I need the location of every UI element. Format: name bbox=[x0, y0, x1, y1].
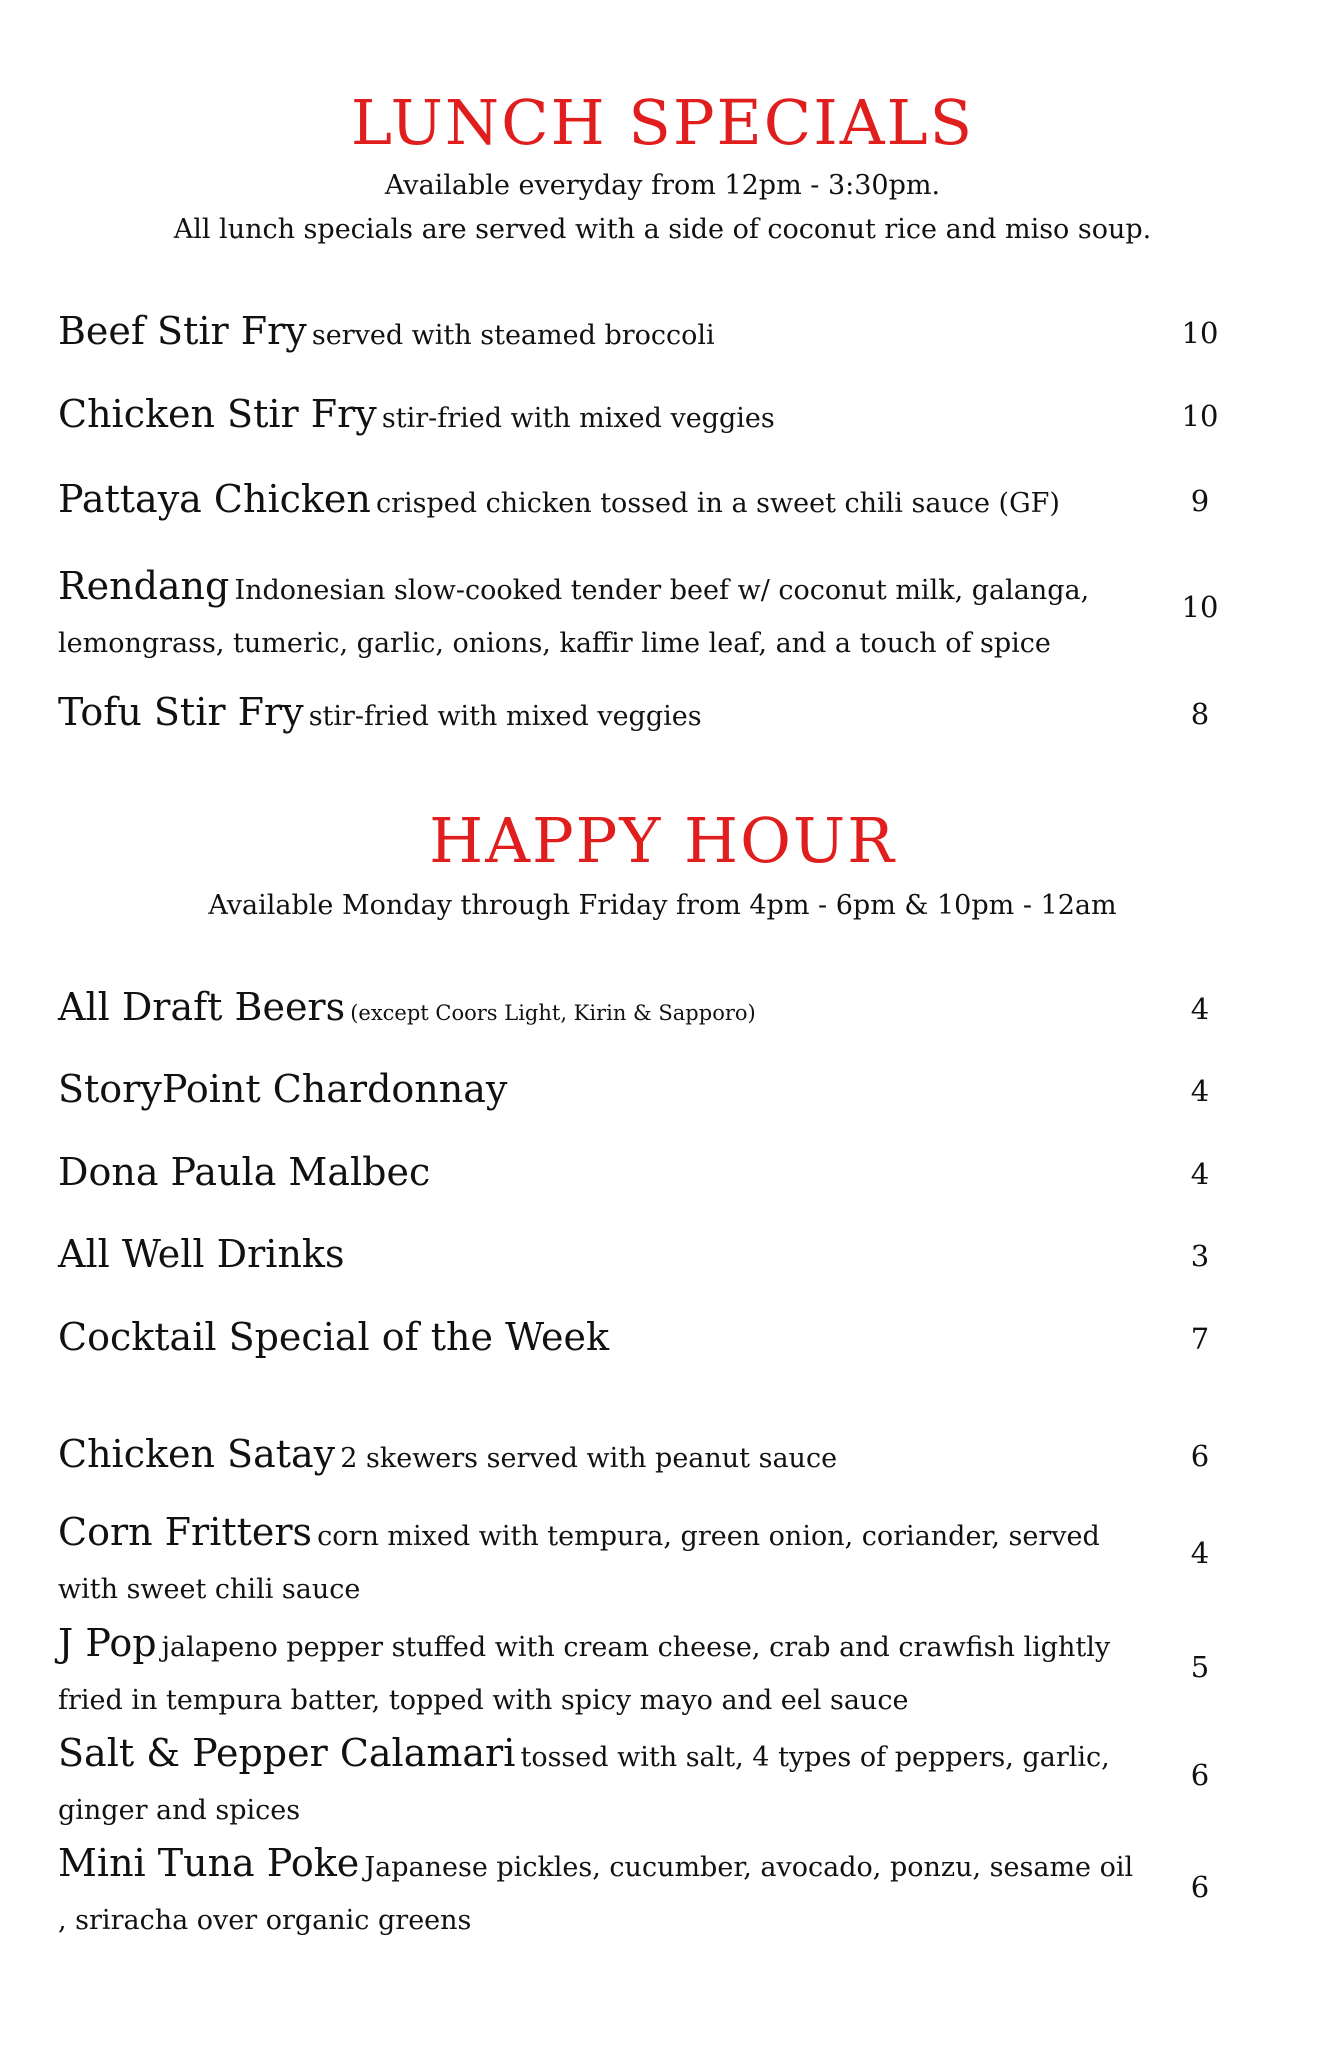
item-description: jalapeno pepper stuffed with cream cheese, crab and crawfish lightly bbox=[161, 1632, 1111, 1663]
item-price: 4 bbox=[1190, 1157, 1210, 1191]
item-description: 2 skewers served with peanut sauce bbox=[340, 1443, 838, 1474]
menu-item-salt-pepper-calamari bbox=[58, 1728, 1183, 1839]
menu-item-cocktail-special bbox=[58, 1312, 1183, 1370]
item-description: tossed with salt, 4 types of peppers, garlic, bbox=[520, 1742, 1110, 1773]
item-description-continued: ginger and spices bbox=[58, 1795, 301, 1826]
item-name: Chicken Satay bbox=[58, 1432, 336, 1476]
item-name: Beef Stir Fry bbox=[58, 309, 307, 353]
happy-hour-times-note: Available Monday through Friday from 4pm - 6pm & 10pm - 12am bbox=[208, 890, 1117, 921]
menu-item-beef-stir-fry bbox=[58, 306, 1183, 364]
menu-item-rendang bbox=[58, 561, 1183, 672]
happy-hour-title: HAPPY HOUR bbox=[429, 804, 896, 877]
item-price: 10 bbox=[1181, 316, 1219, 350]
item-name: Rendang bbox=[58, 564, 230, 608]
item-price: 4 bbox=[1190, 992, 1210, 1026]
menu-item-all-well-drinks bbox=[58, 1229, 1183, 1287]
item-description: stir-fried with mixed veggies bbox=[381, 403, 775, 434]
item-name: Corn Fritters bbox=[58, 1510, 313, 1554]
item-description: served with steamed broccoli bbox=[311, 320, 715, 351]
item-price: 10 bbox=[1181, 399, 1219, 433]
item-description-continued: with sweet chili sauce bbox=[58, 1574, 361, 1605]
lunch-specials-title: LUNCH SPECIALS bbox=[350, 86, 975, 159]
item-description: stir-fried with mixed veggies bbox=[308, 701, 702, 732]
item-name: Salt & Pepper Calamari bbox=[58, 1731, 516, 1775]
item-description-continued: lemongrass, tumeric, garlic, onions, kaffir lime leaf, and a touch of spice bbox=[58, 628, 1051, 659]
item-price: 6 bbox=[1190, 1439, 1210, 1473]
item-price: 4 bbox=[1190, 1536, 1210, 1570]
lunch-hours-note: Available everyday from 12pm - 3:30pm. bbox=[384, 170, 941, 201]
item-price: 9 bbox=[1190, 484, 1210, 518]
item-description: (except Coors Light, Kirin & Sapporo) bbox=[350, 1001, 756, 1025]
menu-item-corn-fritters bbox=[58, 1507, 1183, 1618]
menu-item-j-pop bbox=[58, 1618, 1183, 1729]
item-description-continued: fried in tempura batter, topped with spicy mayo and eel sauce bbox=[58, 1685, 909, 1716]
item-price: 5 bbox=[1190, 1650, 1210, 1684]
menu-item-all-draft-beers bbox=[58, 982, 1183, 1040]
item-description: Indonesian slow-cooked tender beef w/ coconut milk, galanga, bbox=[234, 575, 1090, 606]
item-name: Cocktail Special of the Week bbox=[58, 1315, 610, 1359]
menu-item-chicken-satay bbox=[58, 1429, 1183, 1487]
item-price: 7 bbox=[1190, 1322, 1210, 1356]
item-description: Japanese pickles, cucumber, avocado, ponzu, sesame oil bbox=[364, 1852, 1134, 1883]
menu-item-mini-tuna-poke bbox=[58, 1838, 1183, 1949]
menu-item-storypoint-chardonnay bbox=[58, 1064, 1183, 1122]
item-name: All Well Drinks bbox=[58, 1232, 345, 1276]
menu-item-dona-paula-malbec bbox=[58, 1147, 1183, 1205]
item-name: Chicken Stir Fry bbox=[58, 392, 377, 436]
lunch-sides-note: All lunch specials are served with a side of coconut rice and miso soup. bbox=[173, 214, 1152, 245]
item-description: crisped chicken tossed in a sweet chili sauce (GF) bbox=[375, 488, 1060, 519]
item-price: 6 bbox=[1190, 1758, 1210, 1792]
item-name: StoryPoint Chardonnay bbox=[58, 1067, 508, 1111]
item-name: Pattaya Chicken bbox=[58, 477, 371, 521]
item-description: corn mixed with tempura, green onion, coriander, served bbox=[317, 1521, 1100, 1552]
menu-item-chicken-stir-fry bbox=[58, 389, 1183, 447]
item-price: 10 bbox=[1181, 590, 1219, 624]
item-name: All Draft Beers bbox=[58, 985, 346, 1029]
item-price: 6 bbox=[1190, 1870, 1210, 1904]
item-price: 8 bbox=[1190, 697, 1210, 731]
item-name: Dona Paula Malbec bbox=[58, 1150, 431, 1194]
menu-item-pattaya-chicken bbox=[58, 474, 1183, 532]
item-name: Tofu Stir Fry bbox=[58, 690, 304, 734]
item-name: J Pop bbox=[58, 1621, 157, 1665]
item-price: 3 bbox=[1190, 1239, 1210, 1273]
item-description-continued: , sriracha over organic greens bbox=[58, 1905, 472, 1936]
item-name: Mini Tuna Poke bbox=[58, 1841, 360, 1885]
menu-item-tofu-stir-fry bbox=[58, 687, 1183, 745]
item-price: 4 bbox=[1190, 1074, 1210, 1108]
